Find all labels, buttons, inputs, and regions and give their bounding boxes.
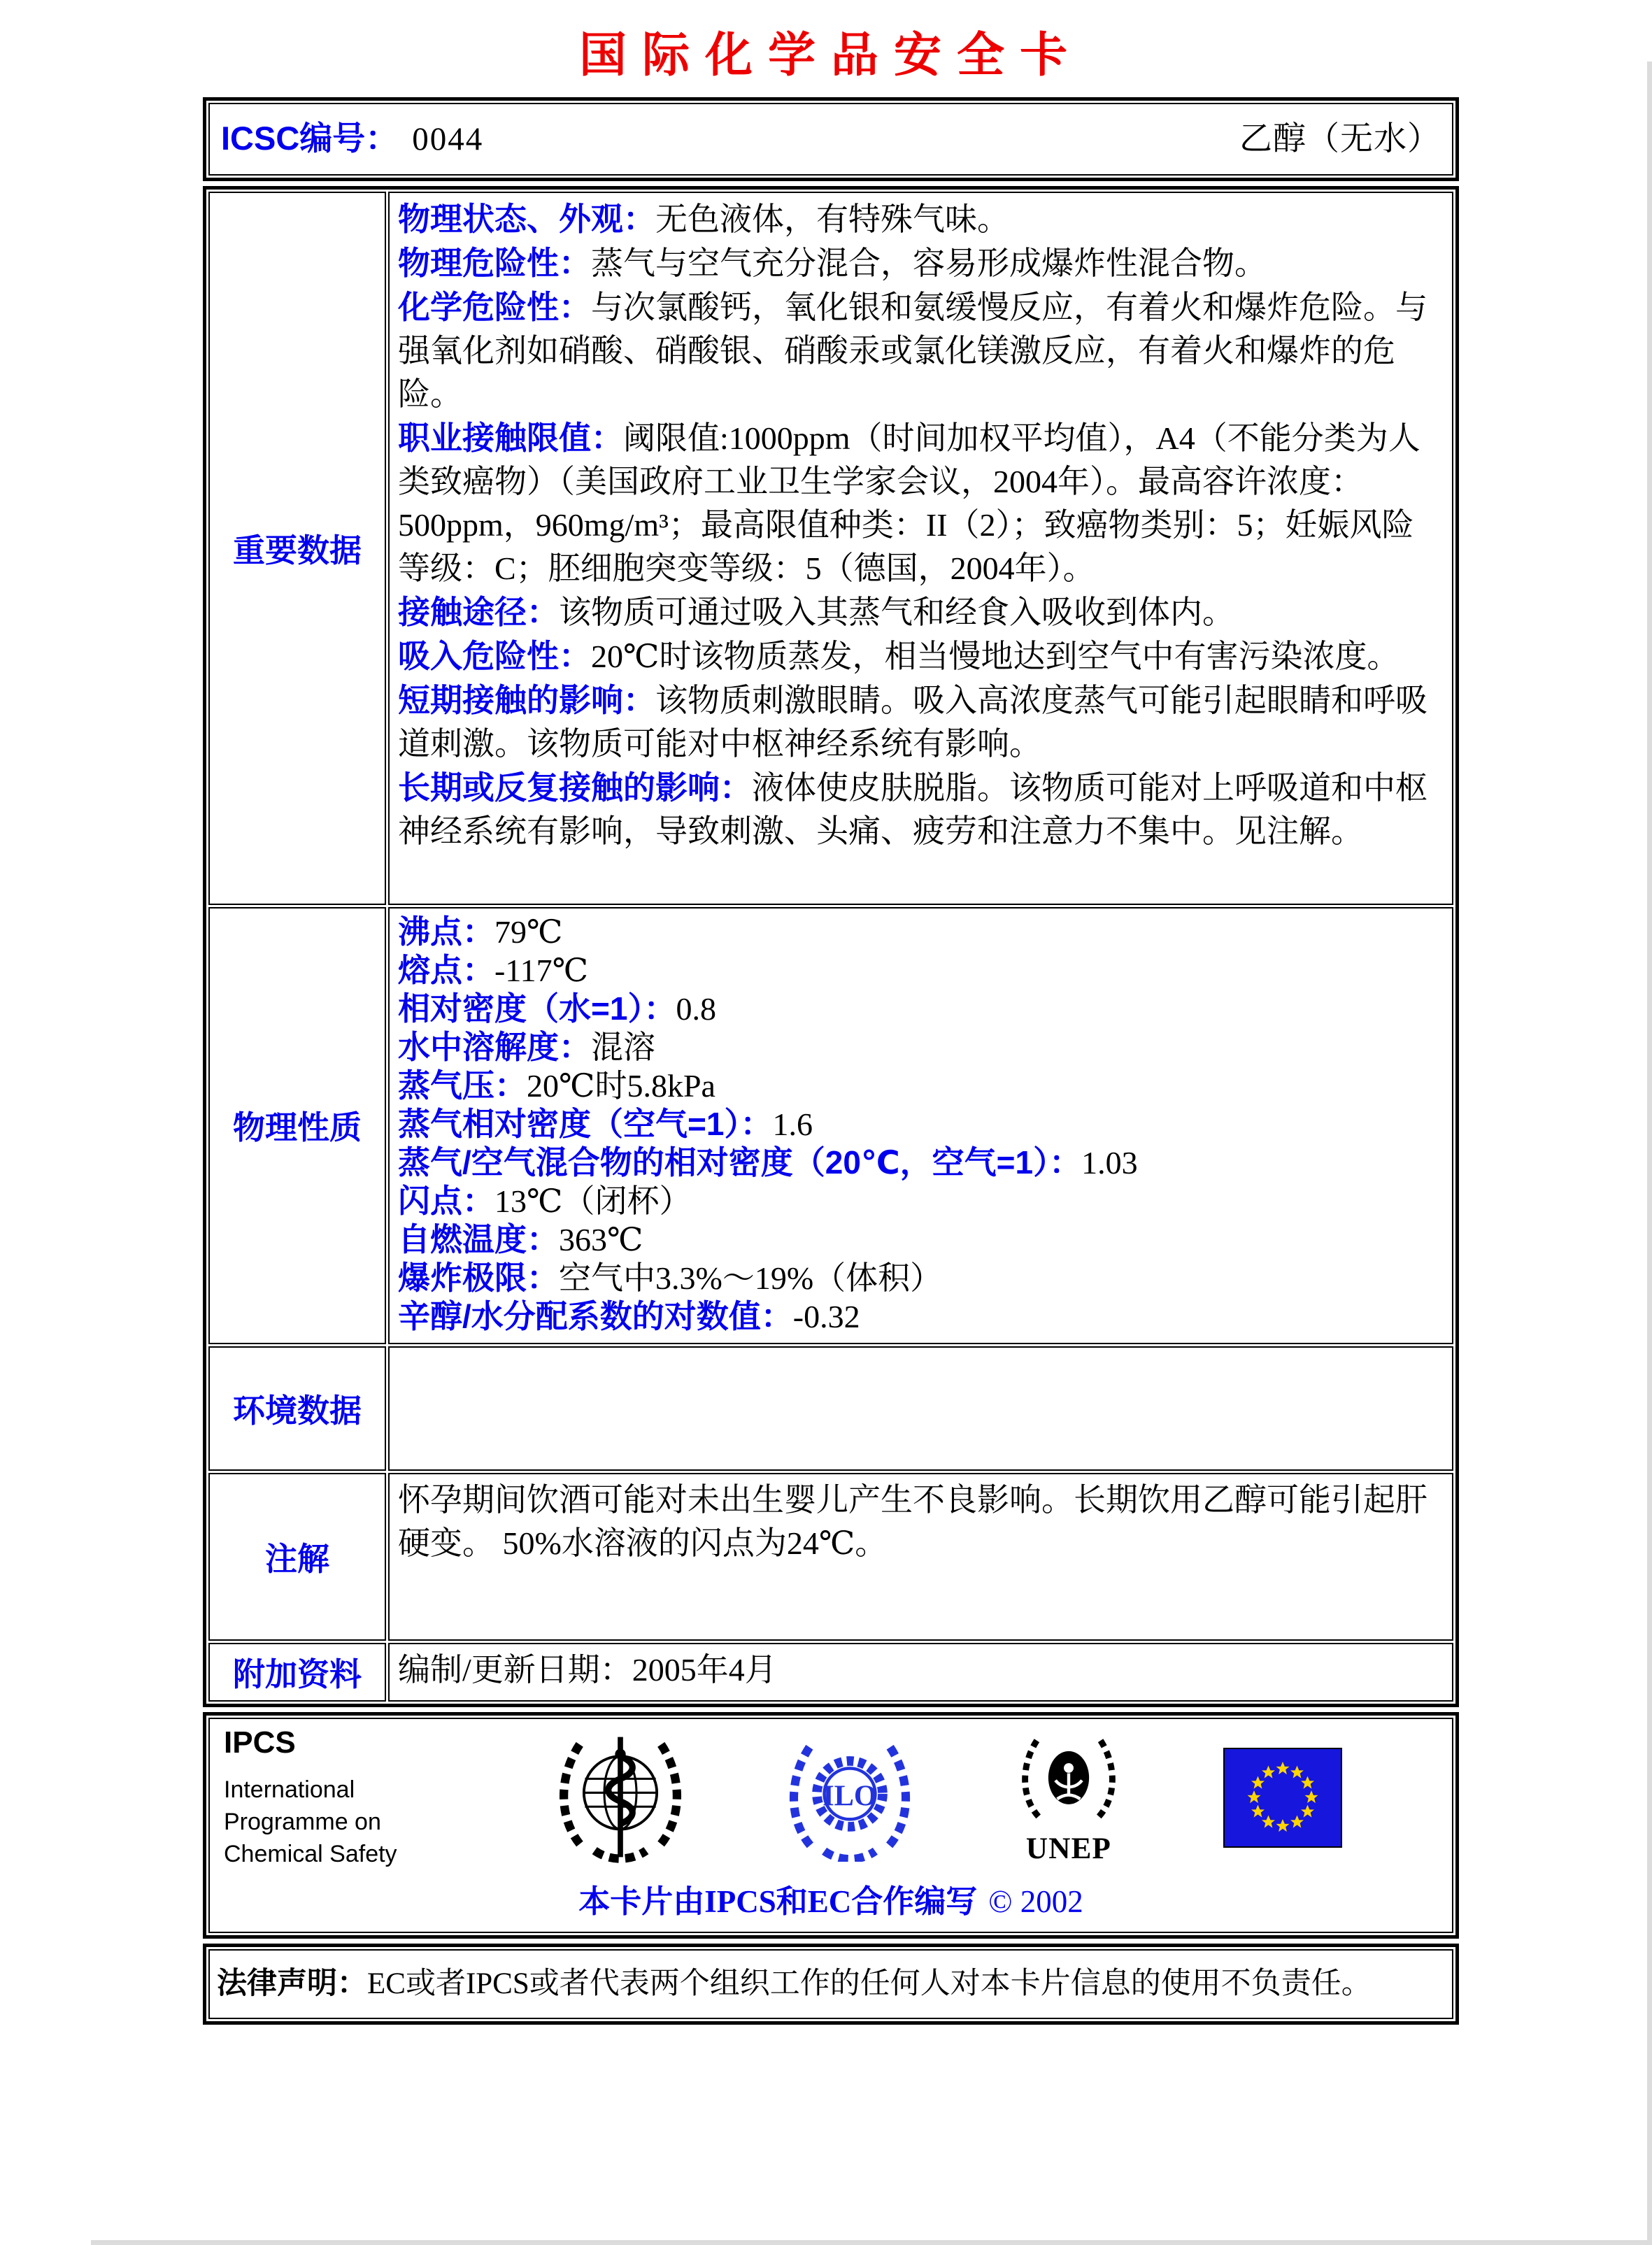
credit-line xyxy=(218,1883,1444,1920)
property-line xyxy=(398,1259,1442,1297)
page-edge-right xyxy=(1647,62,1652,2245)
property-line xyxy=(398,990,1442,1028)
section-row-notes xyxy=(208,1473,1453,1641)
property-line xyxy=(398,1220,1442,1259)
property-value: 1.03 xyxy=(1081,1144,1138,1181)
property-label: 化学危险性： xyxy=(398,288,591,325)
property-value: 363℃ xyxy=(559,1221,643,1257)
property-label: 短期接触的影响： xyxy=(398,681,655,718)
section-content-notes xyxy=(388,1473,1453,1641)
property-line xyxy=(398,634,1442,678)
icsc-number-value: 0044 xyxy=(412,121,484,158)
property-label: 闪点： xyxy=(398,1182,494,1219)
unep-logo-text: UNEP xyxy=(1025,1832,1111,1865)
ipcs-subtitle-line: Programme on xyxy=(224,1809,381,1836)
icsc-number-label: ICSC编号： xyxy=(221,120,399,157)
logo-strip xyxy=(455,1728,1444,1868)
property-value: 该物质可通过吸入其蒸气和经食入吸收到体内。 xyxy=(559,594,1234,630)
property-label: 蒸气相对密度（空气=1）： xyxy=(398,1105,773,1142)
legal-row xyxy=(208,1949,1453,2019)
property-value: 13℃（闭杯） xyxy=(494,1183,692,1219)
property-value: 该物质刺激眼睛。吸入高浓度蒸气可能引起眼睛和呼吸道刺激。该物质可能对中枢神经系统有影响。 xyxy=(398,682,1427,762)
section-row-environmental-data xyxy=(208,1346,1453,1471)
who-logo-icon xyxy=(556,1728,685,1868)
property-line xyxy=(398,1478,1442,1565)
property-label: 自燃温度： xyxy=(398,1220,559,1257)
ipcs-subtitle-line: Chemical Safety xyxy=(224,1841,397,1868)
property-label: 水中溶解度： xyxy=(398,1028,591,1065)
page-edge-bottom xyxy=(91,2240,1652,2245)
property-value: 液体使皮肤脱脂。该物质可能对上呼吸道和中枢神经系统有影响，导致刺激、头痛、疲劳和注意力不集中。见注解。 xyxy=(398,769,1427,849)
icsc-number-group xyxy=(221,119,483,159)
property-value: 阈限值:1000ppm（时间加权平均值），A4（不能分类为人类致癌物）（美国政府工业卫生学家会议，2004年）。最高容许浓度：500ppm，960mg/m³；最高限值种类：II（2）；致癌物类别：5；妊娠风险等级：C；胚细胞突变等级：5（德国，2004年）。 xyxy=(398,420,1420,586)
property-line xyxy=(398,766,1442,853)
property-line xyxy=(398,590,1442,634)
property-line xyxy=(398,241,1442,285)
section-content-physical-properties xyxy=(388,907,1453,1344)
property-label: 相对密度（水=1）： xyxy=(398,990,676,1027)
section-label-important-data: 重要数据 xyxy=(208,192,386,905)
section-content-additional-information xyxy=(388,1643,1453,1702)
section-content-important-data xyxy=(388,192,1453,905)
property-line xyxy=(398,1067,1442,1105)
property-label: 吸入危险性： xyxy=(398,637,591,674)
legal-notice-label: 法律声明： xyxy=(217,1967,367,2001)
property-line xyxy=(398,951,1442,990)
ilo-logo-icon xyxy=(786,1734,913,1862)
property-line xyxy=(398,1028,1442,1067)
icsc-card xyxy=(203,0,1459,2030)
property-line xyxy=(398,1143,1442,1182)
credit-text: 本卡片由IPCS和EC合作编写 xyxy=(578,1884,978,1920)
credits-row xyxy=(208,1718,1453,1933)
main-table xyxy=(203,186,1459,1707)
property-label: 蒸气/空气混合物的相对密度（20℃，空气=1）： xyxy=(398,1143,1082,1181)
property-line xyxy=(398,1297,1442,1336)
property-value: 79℃ xyxy=(494,913,563,950)
property-line xyxy=(398,678,1442,766)
property-label: 沸点： xyxy=(398,913,494,950)
property-line xyxy=(398,1648,1442,1692)
ipcs-title: IPCS xyxy=(224,1725,296,1760)
credit-copyright: © 2002 xyxy=(988,1884,1083,1920)
ipcs-subtitle-line: International xyxy=(224,1776,355,1804)
property-label: 辛醇/水分配系数的对数值： xyxy=(398,1297,793,1334)
header-table xyxy=(203,97,1459,181)
property-line xyxy=(398,1182,1442,1220)
property-value: 无色液体，有特殊气味。 xyxy=(655,201,1009,237)
section-label-notes: 注解 xyxy=(208,1473,386,1641)
property-label: 物理状态、外观： xyxy=(398,200,655,237)
property-value: 编制/更新日期：2005年4月 xyxy=(398,1651,777,1688)
unep-logo-icon xyxy=(1016,1732,1122,1865)
property-value: -0.32 xyxy=(792,1298,860,1334)
section-row-additional-information xyxy=(208,1643,1453,1702)
property-line xyxy=(398,285,1442,416)
property-label: 物理危险性： xyxy=(398,244,591,281)
property-value: 与次氯酸钙，氧化银和氨缓慢反应，有着火和爆炸危险。与强氧化剂如硝酸、硝酸银、硝酸汞或氯化镁激反应，有着火和爆炸的危险。 xyxy=(398,289,1427,412)
ipcs-block xyxy=(218,1726,455,1870)
property-label: 蒸气压： xyxy=(398,1067,527,1104)
property-value: 1.6 xyxy=(772,1106,813,1142)
property-label: 熔点： xyxy=(398,951,494,988)
property-label: 爆炸极限： xyxy=(398,1259,559,1296)
property-value: 20℃时该物质蒸发，相当慢地达到空气中有害污染浓度。 xyxy=(591,638,1400,674)
property-value: 蒸气与空气充分混合，容易形成爆炸性混合物。 xyxy=(591,245,1267,281)
property-label: 接触途径： xyxy=(398,593,559,630)
legal-notice-text: EC或者IPCS或者代表两个组织工作的任何人对本卡片信息的使用不负责任。 xyxy=(367,1967,1372,2001)
property-line xyxy=(398,913,1442,951)
page-title: 国际化学品安全卡 xyxy=(578,27,1083,83)
section-row-physical-properties xyxy=(208,907,1453,1344)
chemical-name: 乙醇（无水） xyxy=(1239,120,1441,157)
property-label: 职业接触限值： xyxy=(398,419,623,456)
property-label: 长期或反复接触的影响： xyxy=(398,769,752,806)
property-line xyxy=(398,197,1442,241)
property-value: 0.8 xyxy=(676,990,716,1027)
legal-table xyxy=(203,1944,1459,2025)
section-content-environmental-data xyxy=(388,1346,1453,1471)
property-value: 怀孕期间饮酒可能对未出生婴儿产生不良影响。长期饮用乙醇可能引起肝硬变。 50%水溶液的闪点为24℃。 xyxy=(398,1481,1427,1561)
section-row-important-data xyxy=(208,192,1453,905)
property-value: 20℃时5.8kPa xyxy=(527,1067,715,1104)
property-value: -117℃ xyxy=(494,952,589,988)
property-value: 混溶 xyxy=(591,1029,655,1065)
property-value: 空气中3.3%～19%（体积） xyxy=(559,1260,943,1296)
property-line xyxy=(398,416,1442,590)
section-label-environmental-data: 环境数据 xyxy=(208,1346,386,1471)
section-label-additional-information: 附加资料 xyxy=(208,1643,386,1702)
eu-flag-icon xyxy=(1223,1748,1342,1848)
credits-table xyxy=(203,1712,1459,1939)
ilo-logo-text: ILO xyxy=(823,1779,878,1813)
property-line xyxy=(398,1105,1442,1143)
header-row xyxy=(208,103,1453,176)
section-label-physical-properties: 物理性质 xyxy=(208,907,386,1344)
